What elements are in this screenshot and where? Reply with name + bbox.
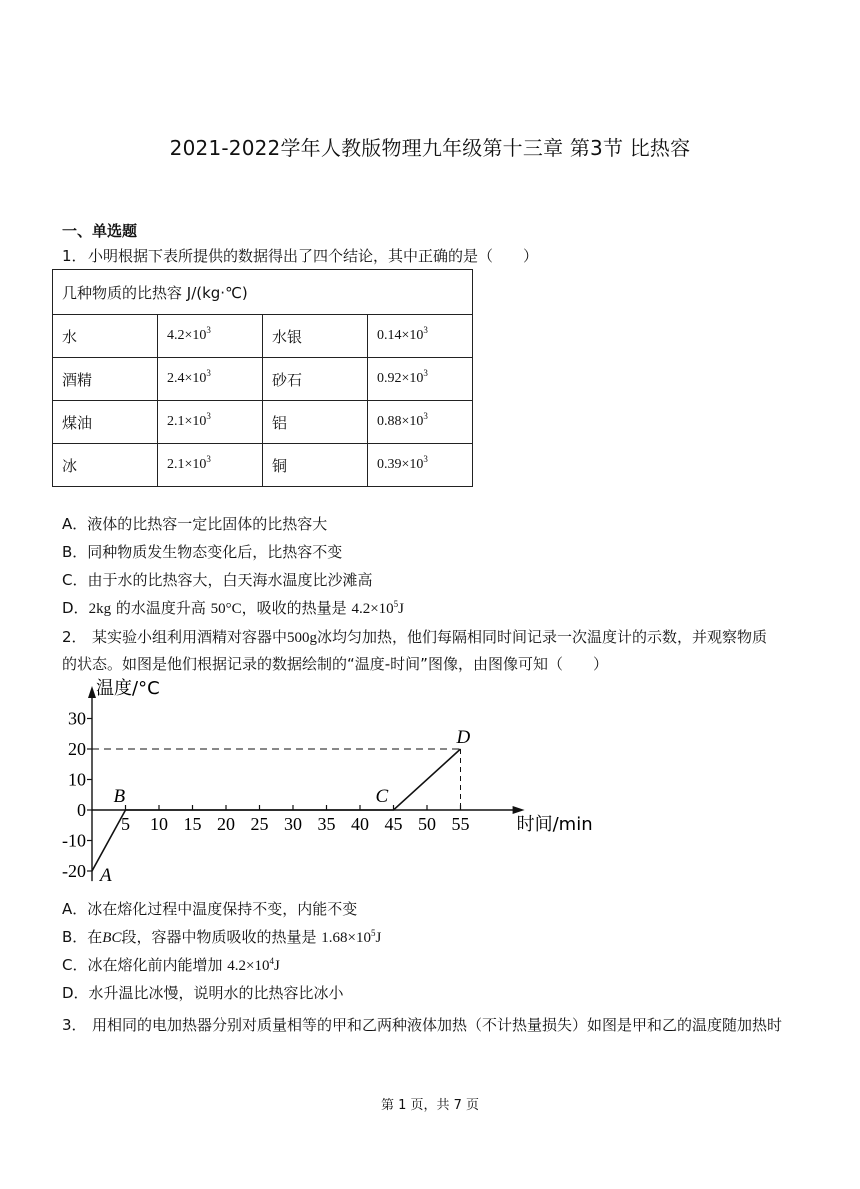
q1-option-c: C．由于水的比热容大，白天海水温度比沙滩高 — [62, 571, 373, 589]
x-tick-label: 45 — [384, 814, 403, 834]
substance-name: 煤油 — [53, 401, 158, 444]
y-tick-label: 10 — [68, 769, 86, 790]
document-title: 2021-2022学年人教版物理九年级第十三章 第3节 比热容 — [169, 136, 691, 160]
specific-heat-value: $0.88\times 10^3$ — [368, 401, 473, 444]
section-heading: 一、单选题 — [62, 222, 138, 240]
question-number: 2． — [62, 628, 87, 646]
point-label-d: D — [456, 727, 471, 748]
specific-heat-value: $0.14\times 10^3$ — [368, 315, 473, 358]
specific-heat-value: $4.2\times 10^3$ — [158, 315, 263, 358]
page-footer: 第 1 页，共 7 页 — [380, 1098, 480, 1113]
q2-option-b: B．在BC段，容器中物质吸收的热量是 $1.68\times 10^5J$ — [62, 928, 382, 946]
point-label-b: B — [113, 786, 126, 807]
table-row — [53, 401, 473, 444]
question-number: 1． — [62, 247, 87, 265]
y-tick-label: -20 — [62, 861, 86, 881]
substance-name: 酒精 — [53, 358, 158, 401]
point-label-c: C — [375, 786, 389, 807]
substance-name: 砂石 — [263, 358, 368, 401]
question-1 — [62, 243, 538, 269]
table-row — [53, 444, 473, 487]
x-tick-label: 50 — [418, 814, 436, 834]
question-number: 3． — [62, 1016, 87, 1034]
question-2: 2． 某实验小组利用酒精对容器中500g冰均匀加热，他们每隔相同时间记录一次温度计的示数，并观察物质 的状态。如图是他们根据记录的数据绘制的“温度-时间”图像，由图像可知（ ） — [62, 624, 842, 677]
question-3 — [62, 1012, 782, 1038]
substance-name: 水 — [53, 315, 158, 358]
specific-heat-value: $2.1\times 10^3$ — [158, 444, 263, 487]
table-row — [53, 358, 473, 401]
x-axis-arrow — [513, 806, 525, 814]
y-tick-label: -10 — [62, 830, 86, 851]
x-tick-label: 30 — [284, 814, 302, 834]
point-label-a: A — [100, 865, 112, 886]
specific-heat-value: $0.39\times 10^3$ — [368, 444, 473, 487]
y-axis-arrow — [88, 686, 96, 698]
table-header: 几种物质的比热容 J/(kg·℃) — [53, 270, 473, 315]
specific-heat-value: $0.92\times 10^3$ — [368, 358, 473, 401]
specific-heat-table — [52, 269, 473, 487]
specific-heat-value: $2.4\times 10^3$ — [158, 358, 263, 401]
temperature-time-chart — [50, 676, 593, 896]
x-tick-label: 15 — [183, 814, 202, 834]
q1-option-b: B．同种物质发生物态变化后，比热容不变 — [62, 543, 343, 561]
q1-option-a: A．液体的比热容一定比固体的比热容大 — [62, 515, 328, 533]
substance-name: 铝 — [263, 401, 368, 444]
q1-option-d: D．2kg 的水温度升高 50°C，吸收的热量是 $4.2\times 10^5J$ — [62, 599, 405, 617]
question-text: 用相同的电加热器分别对质量相等的甲和乙两种液体加热（不计热量损失）如图是甲和乙的温度随加热时 — [92, 1016, 783, 1034]
x-tick-label: 10 — [150, 814, 168, 834]
y-tick-label: 30 — [68, 708, 86, 729]
x-tick-label: 40 — [351, 814, 369, 834]
y-tick-label: 0 — [77, 800, 86, 820]
x-tick-label: 35 — [317, 814, 336, 834]
question-text: 小明根据下表所提供的数据得出了四个结论，其中正确的是（ ） — [88, 247, 539, 265]
x-tick-label: 25 — [250, 814, 269, 834]
x-tick-label: 20 — [217, 814, 235, 834]
y-axis-label: 温度/°C — [96, 678, 160, 699]
y-tick-label: 20 — [68, 739, 86, 759]
substance-name: 水银 — [263, 315, 368, 358]
x-axis-label: 时间/min — [516, 814, 593, 835]
substance-name: 铜 — [263, 444, 368, 487]
q2-option-a: A．冰在熔化过程中温度保持不变，内能不变 — [62, 900, 358, 918]
q2-option-d: D．水升温比冰慢，说明水的比热容比冰小 — [62, 984, 344, 1002]
q2-option-c: C．冰在熔化前内能增加 $4.2\times 10^4J$ — [62, 956, 280, 974]
x-tick-label: 5 — [121, 814, 130, 834]
substance-name: 冰 — [53, 444, 158, 487]
specific-heat-value: $2.1\times 10^3$ — [158, 401, 263, 444]
x-tick-label: 55 — [451, 814, 470, 834]
table-row — [53, 315, 473, 358]
